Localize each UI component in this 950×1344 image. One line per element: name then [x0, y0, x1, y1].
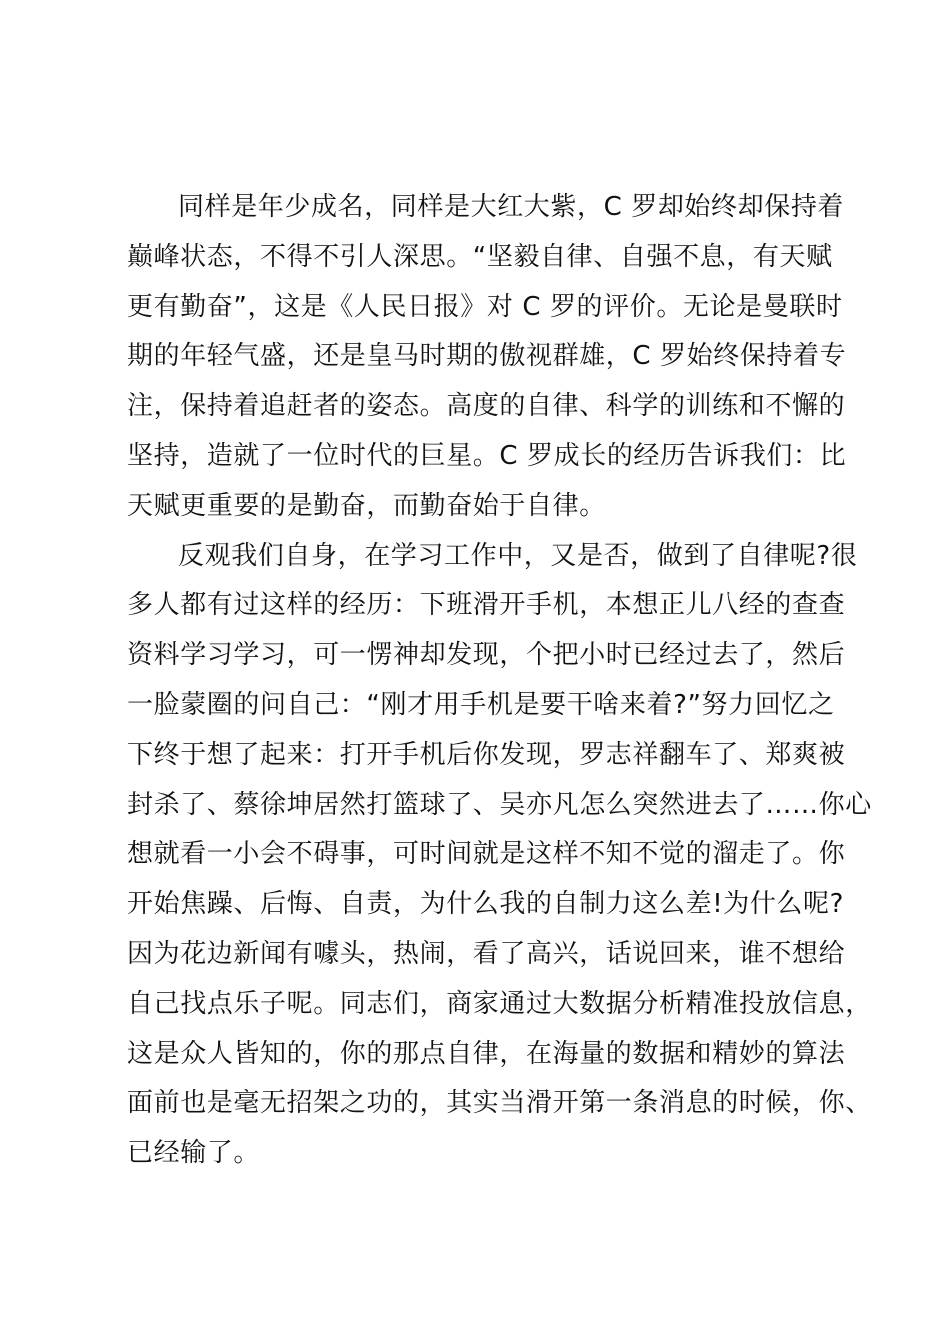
paragraph-line: 想就看一小会不碍事，可时间就是这样不知不觉的溜走了。你 — [127, 839, 846, 870]
body-text — [127, 183, 872, 1179]
paragraph-line: 已经输了。 — [127, 1138, 261, 1169]
paragraph-line: 一脸蒙圈的问自己：“刚才用手机是要干啥来着?”努力回忆之 — [127, 689, 835, 720]
paragraph-line: 面前也是毫无招架之功的，其实当滑开第一条消息的时候，你、 — [127, 1088, 872, 1119]
paragraph-2 — [127, 532, 872, 1179]
paragraph-line: 注，保持着追赶者的姿态。高度的自律、科学的训练和不懈的 — [127, 391, 846, 422]
paragraph-line: 开始焦躁、后悔、自责，为什么我的自制力这么差!为什么呢? — [127, 889, 845, 920]
paragraph-line: 资料学习学习，可一愣神却发现，个把小时已经过去了，然后 — [127, 640, 846, 671]
paragraph-line: 这是众人皆知的，你的那点自律，在海量的数据和精妙的算法 — [127, 1038, 846, 1069]
paragraph-line: 自己找点乐子呢。同志们，商家通过大数据分析精准投放信息， — [127, 988, 872, 1019]
paragraph-line: 多人都有过这样的经历：下班滑开手机，本想正儿八经的查查 — [127, 590, 846, 621]
paragraph-line: 反观我们自身，在学习工作中，又是否，做到了自律呢?很 — [178, 540, 858, 571]
paragraph-line: 坚持，造就了一位时代的巨星。C 罗成长的经历告诉我们：比 — [127, 440, 847, 471]
paragraph-line: 因为花边新闻有噱头，热闹，看了高兴，话说回来，谁不想给 — [127, 938, 846, 969]
paragraph-line: 更有勤奋”，这是《人民日报》对 C 罗的评价。无论是曼联时 — [127, 291, 843, 322]
paragraph-line: 同样是年少成名，同样是大红大紫，C 罗却始终却保持着 — [178, 192, 845, 222]
paragraph-line: 下终于想了起来：打开手机后你发现，罗志祥翻车了、郑爽被 — [127, 739, 846, 770]
paragraph-1 — [127, 183, 847, 532]
paragraph-line: 巅峰状态，不得不引人深思。“坚毅自律、自强不息，有天赋 — [127, 241, 833, 272]
paragraph-line: 天赋更重要的是勤奋，而勤奋始于自律。 — [127, 490, 606, 521]
paragraph-line: 期的年轻气盛，还是皇马时期的傲视群雄，C 罗始终保持着专 — [127, 341, 847, 372]
paragraph-line: 封杀了、蔡徐坤居然打篮球了、吴亦凡怎么突然进去了……你心 — [127, 789, 872, 820]
